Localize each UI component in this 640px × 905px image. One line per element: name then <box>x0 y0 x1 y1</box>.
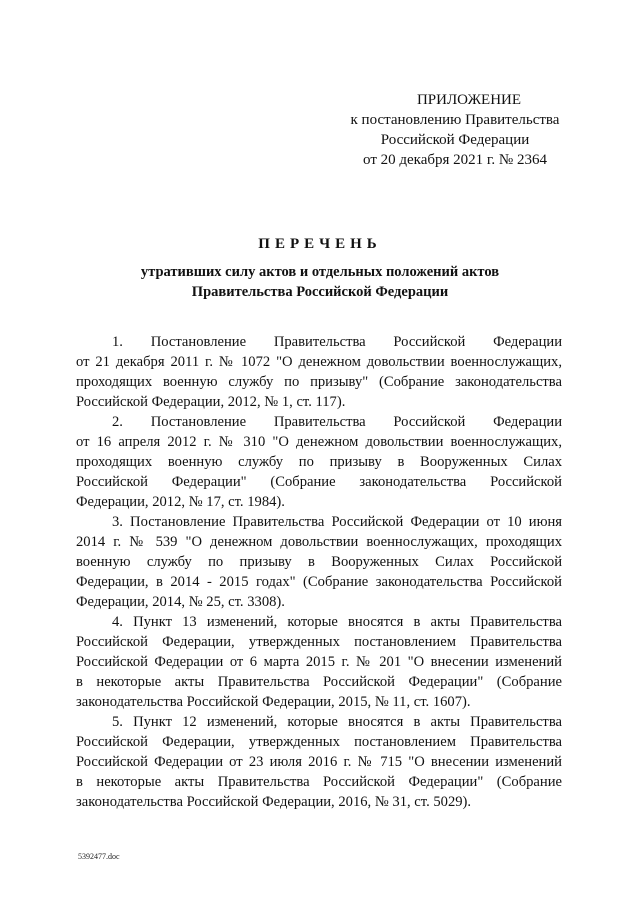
subheading-line: Правительства Российской Федерации <box>191 284 449 300</box>
document-heading: ПЕРЕЧЕНЬ <box>258 236 382 252</box>
item-line: Российской Федерации" (Собрание законодательства Российской <box>76 474 562 490</box>
item-line: Федерации, в 2014 - 2015 годах" (Собрание законодательства Российской <box>76 574 562 590</box>
item-line: законодательства Российской Федерации, 2016, № 31, ст. 5029). <box>76 794 472 810</box>
item-line: проходящих военную службу по призыву в Вооруженных Силах <box>76 454 562 470</box>
item-line: 3. Постановление Правительства Российской Федерации от 10 июня <box>112 514 562 530</box>
list-item <box>76 412 562 512</box>
item-line: от 21 декабря 2011 г. № 1072 "О денежном довольствии военнослужащих, <box>76 354 562 370</box>
document-subheading <box>0 262 640 302</box>
list-item <box>76 712 562 812</box>
item-line: военную службу по призыву в Вооруженных Силах Российской <box>76 554 562 570</box>
item-line: 4. Пункт 13 изменений, которые вносятся в акты Правительства <box>112 614 562 630</box>
list-item <box>76 332 562 412</box>
item-line: проходящих военную службу по призыву" (Собрание законодательства <box>76 374 562 390</box>
appendix-block <box>330 90 580 170</box>
item-line: в некоторые акты Правительства Российской Федерации" (Собрание <box>76 674 562 690</box>
item-line: Российской Федерации от 23 июля 2016 г. № 715 "О внесении изменений <box>76 754 562 770</box>
subheading-line: утративших силу актов и отдельных положений актов <box>140 264 500 280</box>
appendix-line: к постановлению Правительства <box>350 112 560 128</box>
document-body <box>76 332 562 812</box>
file-name-footer: 5392477.doc <box>78 852 120 861</box>
appendix-line: от 20 декабря 2021 г. № 2364 <box>363 152 547 168</box>
list-item <box>76 612 562 712</box>
item-line: 2. Постановление Правительства Российской Федерации <box>112 414 562 430</box>
item-line: в некоторые акты Правительства Российской Федерации" (Собрание <box>76 774 562 790</box>
item-line: Российской Федерации, утвержденных постановлением Правительства <box>76 634 562 650</box>
appendix-line: Российской Федерации <box>380 132 530 148</box>
item-line: Российской Федерации, 2012, № 1, ст. 117). <box>76 394 346 410</box>
item-line: Российской Федерации, утвержденных постановлением Правительства <box>76 734 562 750</box>
list-item <box>76 512 562 612</box>
item-line: 5. Пункт 12 изменений, которые вносятся в акты Правительства <box>112 714 562 730</box>
appendix-title: ПРИЛОЖЕНИЕ <box>416 92 522 108</box>
item-line: 2014 г. № 539 "О денежном довольствии военнослужащих, проходящих <box>76 534 562 550</box>
item-line: Российской Федерации от 6 марта 2015 г. № 201 "О внесении изменений <box>76 654 562 670</box>
item-line: Федерации, 2014, № 25, ст. 3308). <box>76 594 285 610</box>
item-line: Федерации, 2012, № 17, ст. 1984). <box>76 494 285 510</box>
item-line: от 16 апреля 2012 г. № 310 "О денежном довольствии военнослужащих, <box>76 434 562 450</box>
item-line: законодательства Российской Федерации, 2015, № 11, ст. 1607). <box>76 694 471 710</box>
item-line: 1. Постановление Правительства Российской Федерации <box>112 334 562 350</box>
